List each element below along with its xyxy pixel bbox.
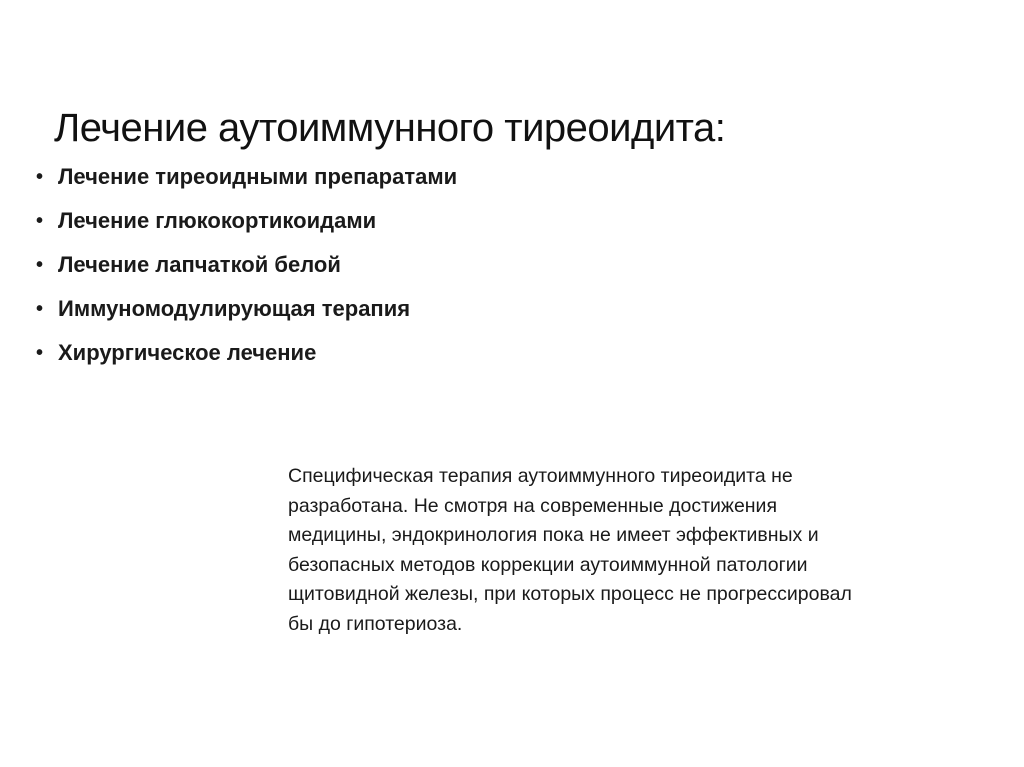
bullet-icon: •: [36, 298, 44, 320]
bullet-item-white-cinquefoil: [36, 243, 457, 287]
bullet-item-glucocorticoids: [36, 199, 457, 243]
bullet-icon: •: [36, 210, 44, 232]
bullet-item-surgery: [36, 331, 457, 375]
bullet-text: Лечение лапчаткой белой: [58, 252, 341, 277]
bullet-icon: •: [36, 166, 44, 188]
bullet-item-thyroid-drugs: [36, 155, 457, 199]
bullet-icon: •: [36, 342, 44, 364]
bullet-icon: •: [36, 254, 44, 276]
note-line: щитовидной железы, при которых процесс не прогрессировал: [288, 583, 852, 605]
slide-title: Лечение аутоиммунного тиреоидита:: [54, 106, 726, 150]
bullet-text: Лечение глюкокортикоидами: [58, 208, 377, 233]
note-line: безопасных методов коррекции аутоиммунной патологии: [288, 553, 808, 576]
note-line: разработана. Не смотря на современные достижения: [288, 494, 778, 517]
note-paragraph: [288, 462, 988, 639]
bullet-item-immunomodulation: [36, 287, 457, 331]
bullet-text: Иммуномодулирующая терапия: [58, 296, 411, 321]
bullet-text: Лечение тиреоидными препаратами: [58, 164, 458, 189]
note-line: медицины, эндокринология пока не имеет эффективных и: [288, 524, 819, 546]
bullet-text: Хирургическое лечение: [58, 340, 317, 365]
bullet-list: [36, 155, 457, 375]
note-line: бы до гипотериоза.: [288, 612, 463, 635]
note-line: Специфическая терапия аутоиммунного тиреоидита не: [288, 465, 793, 487]
